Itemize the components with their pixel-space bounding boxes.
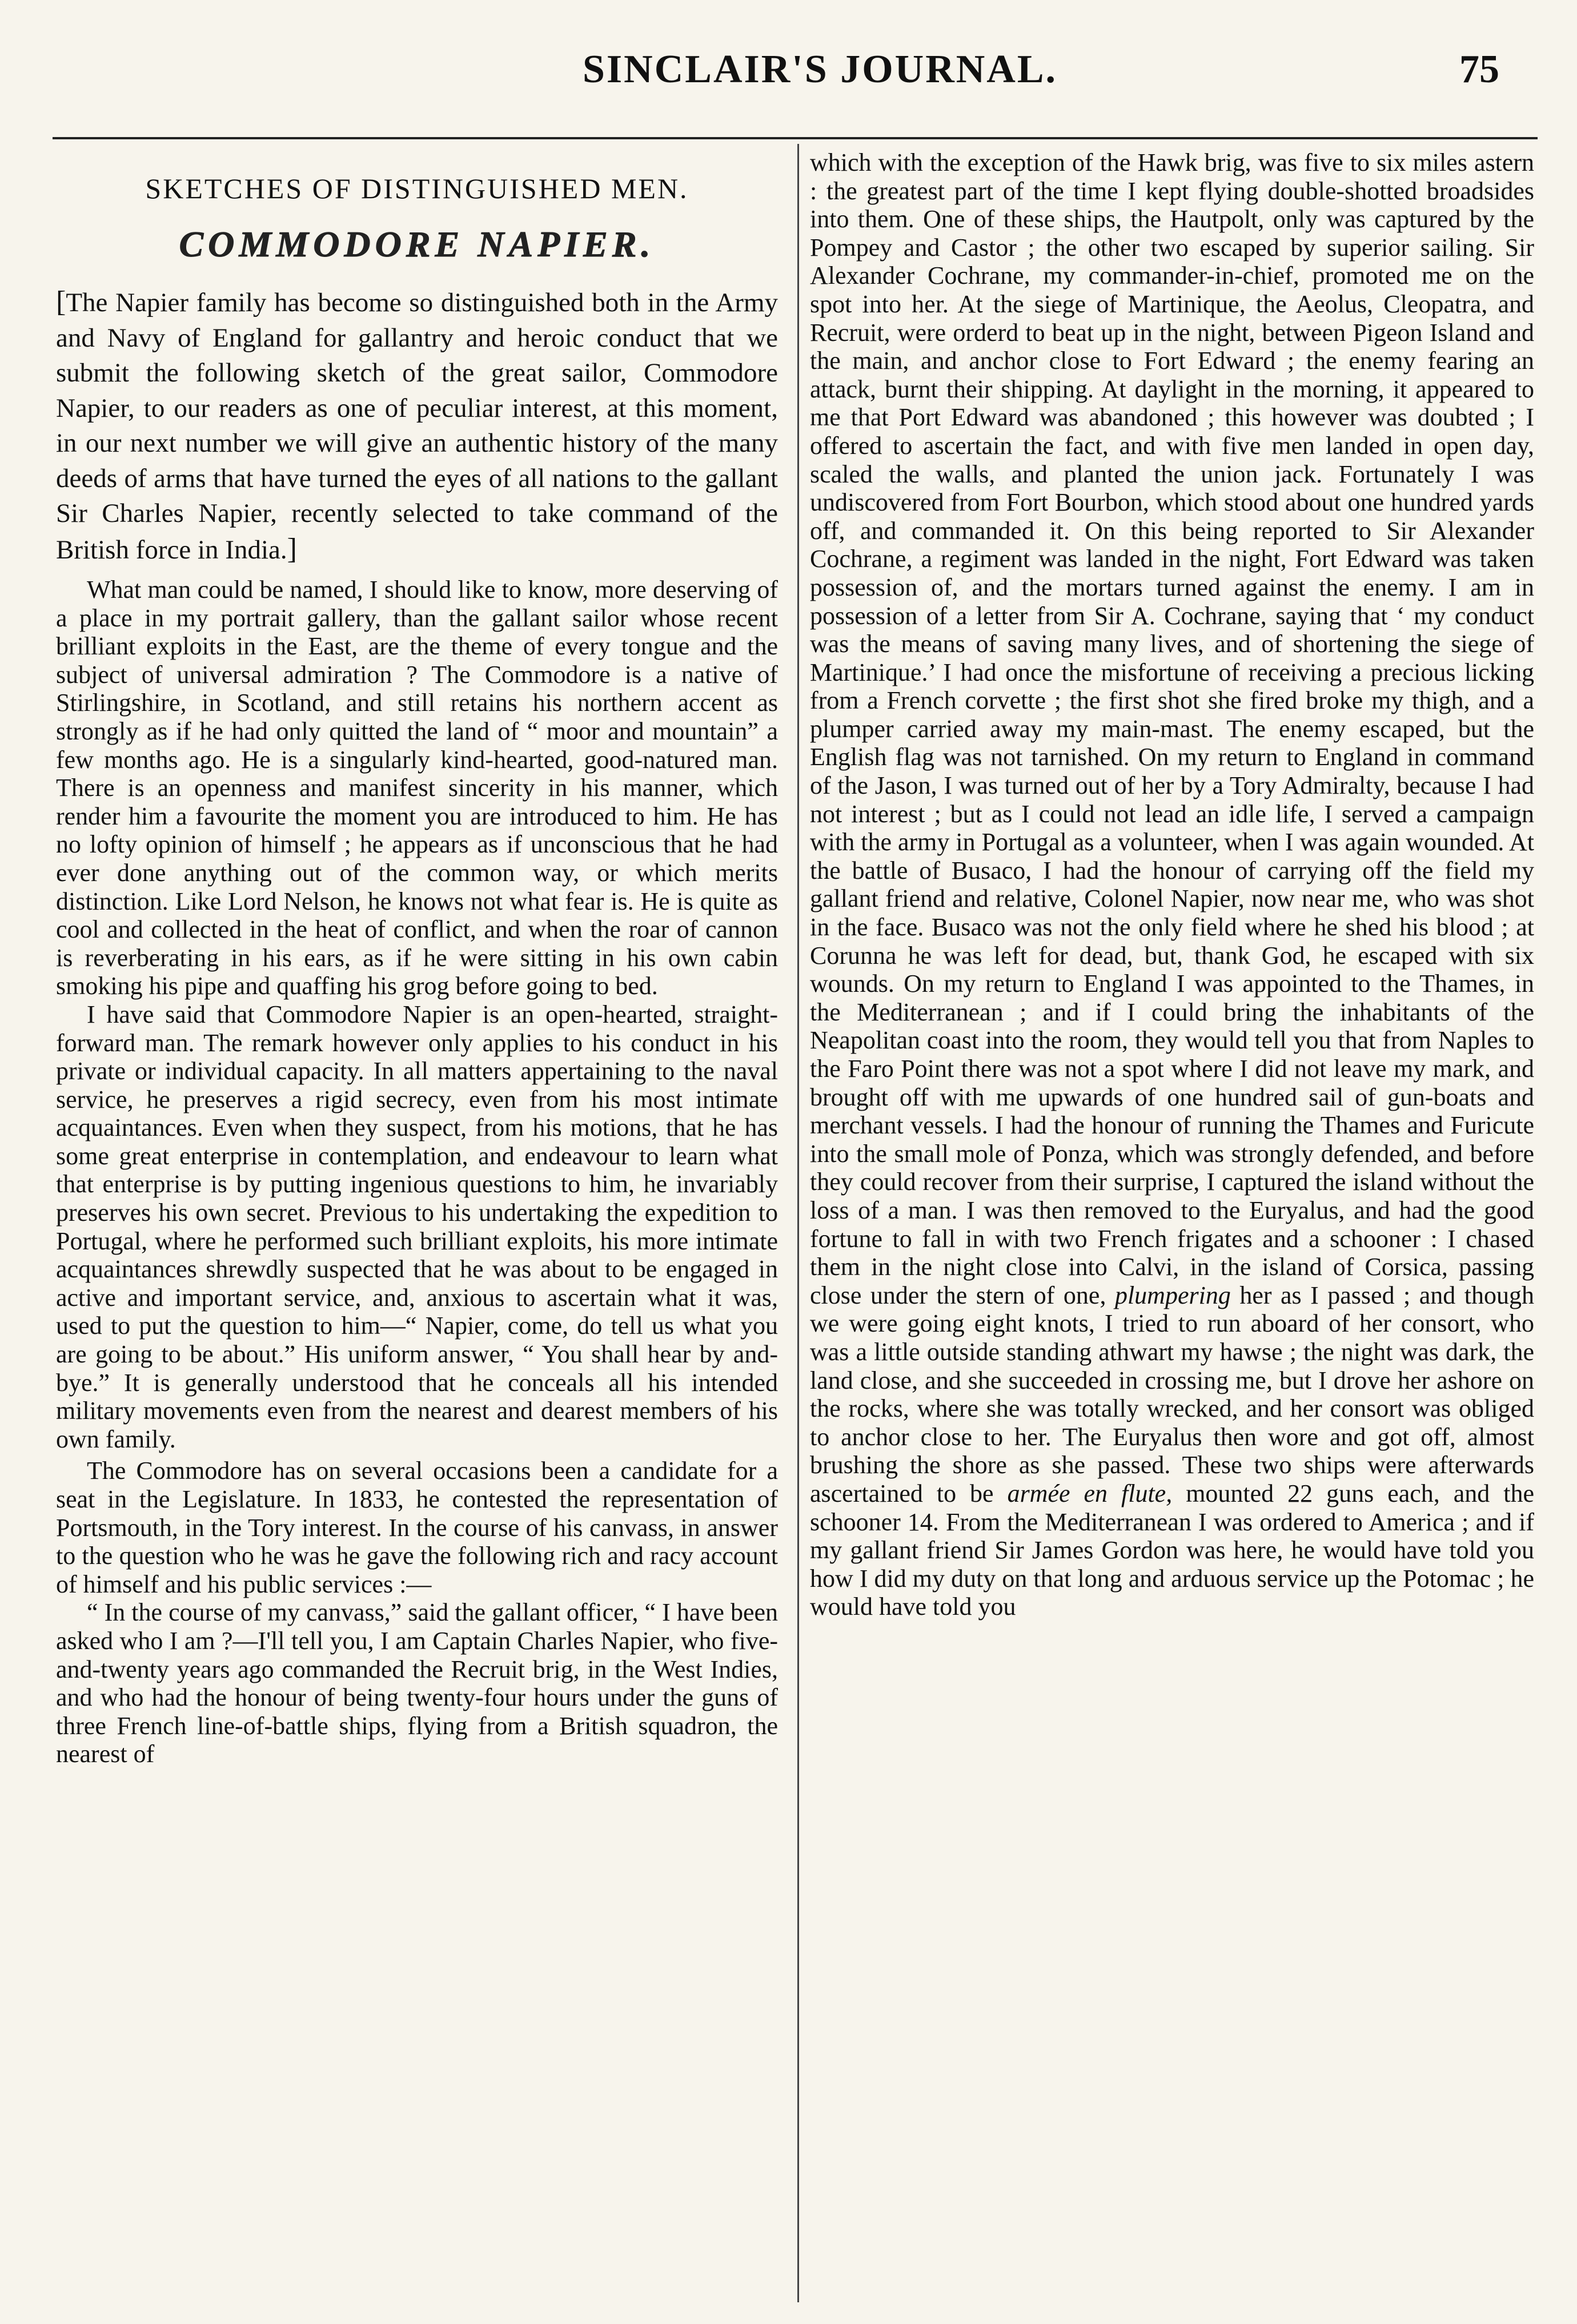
body-text: which with the exception of the Hawk brig, was five to six miles astern : the greatest part of the time I kept flying double-shotted broadsides into them. One of these ships, the Hautpolt, only was captured by the Pompey and Castor ; the other two escaped by superior sailing. Sir Alexander Cochrane, my commander-in-chief, promoted me on the spot into her. At the siege of Martinique, the Aeolus, Cleopatra, and Recruit, were orderd to beat up in the night, between Pigeon Island and the main, and anchor close to Fort Edward ; the enemy fearing an attack, burnt their shipping. At daylight in the morning, it appeared to me that Port Edward was abandoned ; this however was doubted ; I offered to ascertain the fact, and with five men landed in open day, scaled the walls, and planted the union jack. Fortunately I was undiscovered from Fort Bourbon, which stood about one hundred yards off, and commanded it. On this being reported to Sir Alexander Cochrane, a regiment was landed in the night, Fort Edward was taken possession of, and the mortars turned against the enemy. I am in possession of a letter from Sir A. Cochrane, saying that ‘ my conduct was the means of saving many lives, and of shortening the siege of Martinique.’ I had once the misfortune of receiving a precious licking from a French corvette ; the first shot she fired broke my thigh, and a plumper carried away my main-mast. The enemy escaped, but the English flag was not tarnished. On my return to England in command of the Jason, I was turned out of her by a Tory Admiralty, because I had not interest ; but as I could not lead an idle life, I served a campaign with the army in Portugal as a volunteer, when I was again wounded. At the battle of Busaco, I had the honour of carrying off the field my gallant friend and relative, Colonel Napier, now near me, who was shot in the face. Busaco was not the only field where he shed his blood ; at Corunna he was left for dead, but, thank God, he escaped with six wounds. On my return to England I was appointed to the Thames, in the Mediterranean ; and if I could bring the inhabitants of the Neapolitan coast into the room, they would tell you that from Naples to the Faro Point there was not a spot where I did not leave my mark, and brought off with me upwards of one hundred sail of gun-boats and merchant vessels. I had the honour of running the Thames and Furicute into the small mole of Ponza, which was strongly defended, and before they could recover from their surprise, I captured the island without the loss of a man. I was then removed to the Euryalus, and had the good fortune to fall in with two French frigates and a schooner : I chased them in the night close into Calvi, in the island of Corsica, passing close under the stern of one, bbox=[810, 148, 1534, 1309]
italic-term: plumpering bbox=[1114, 1281, 1231, 1309]
journal-title: SINCLAIR'S JOURNAL. bbox=[583, 47, 1058, 91]
body-paragraph: The Commodore has on several occasions been a candidate for a seat in the Legislature. In 1833, he contested the representation of Portsmouth, in the Tory interest. In the course of his canvass, in answer to the question who he was he gave the following rich and racy account of himself and his public services :— bbox=[56, 1457, 778, 1598]
close-bracket: ] bbox=[287, 532, 297, 565]
header-rule bbox=[53, 137, 1538, 139]
body-paragraph bbox=[810, 148, 1534, 1621]
italic-term: armée en flute, bbox=[1007, 1479, 1173, 1507]
intro-note bbox=[56, 284, 778, 568]
article-title: COMMODORE NAPIER. bbox=[179, 224, 655, 264]
open-bracket: [ bbox=[56, 286, 66, 318]
body-text: mounted 22 guns each, and the schooner 14. From the Mediterranean I was ordered to America ; and if my gallant friend Sir James Gordon was here, he would have told you how I did my duty on that long and arduous service up the Potomac ; he would have told you bbox=[810, 1479, 1534, 1621]
intro-note-text: The Napier family has become so distinguished both in the Army and Navy of England for gallantry and heroic conduct that we submit the following sketch of the great sailor, Commodore Napier, to our readers as one of peculiar interest, at this moment, in our next number we will give an authentic history of the many deeds of arms that have turned the eyes of all nations to the gallant Sir Charles Napier, recently selected to take command of the British force in India. bbox=[56, 288, 778, 565]
body-paragraph: “ In the course of my canvass,” said the gallant officer, “ I have been asked who I am ?—I'll tell you, I am Captain Charles Napier, who five-and-twenty years ago commanded the Recruit brig, in the West Indies, and who had the honour of being twenty-four hours under the guns of three French line-of-battle ships, flying from a British squadron, the nearest of bbox=[56, 1598, 778, 1768]
body-paragraph: What man could be named, I should like to know, more deserving of a place in my portrait gallery, than the gallant sailor whose recent brilliant exploits in the East, are the theme of every tongue and the subject of universal admiration ? The Commodore is a native of Stirlingshire, in Scotland, and still retains his northern accent as strongly as if he had only quitted the land of “ moor and mountain” a few months ago. He is a singularly kind-hearted, good-natured man. There is an openness and manifest sincerity in his manner, which render him a favourite the moment you are introduced to him. He has no lofty opinion of himself ; he appears as if unconscious that he had ever done anything out of the common way, or which merits distinction. Like Lord Nelson, he knows not what fear is. He is quite as cool and collected in the heat of conflict, and when the roar of cannon is reverberating in his ears, as if he were sitting in his own cabin smoking his pipe and quaffing his grog before going to bed. bbox=[56, 576, 778, 1000]
page-number: 75 bbox=[1459, 47, 1499, 91]
left-column bbox=[56, 148, 778, 2295]
column-divider bbox=[797, 144, 799, 2302]
right-column bbox=[810, 148, 1534, 2295]
section-heading: SKETCHES OF DISTINGUISHED MEN. bbox=[145, 172, 689, 204]
page-header bbox=[0, 0, 1577, 137]
body-text: her as I passed ; and though we were going eight knots, I tried to run aboard of her consort, who was a little outside standing athwart my hawse ; the night was dark, the land close, and she succeeded in crossing me, but I drove her ashore on the rocks, where she was totally wrecked, and her consort was obliged to anchor close to her. The Euryalus then wore and got off, almost brushing the shore as she passed. These two ships were afterwards ascertained to be bbox=[810, 1281, 1534, 1507]
body-paragraph: I have said that Commodore Napier is an open-hearted, straight-forward man. The remark however only applies to his conduct in his private or individual capacity. In all matters appertaining to the naval service, he preserves a rigid secrecy, even from his most intimate acquaintances. Even when they suspect, from his motions, that he has some great enterprise in contemplation, and endeavour to learn what that enterprise is by putting ingenious questions to him, he invariably preserves his own secret. Previous to his undertaking the expedition to Portugal, where he performed such brilliant exploits, his more intimate acquaintances shrewdly suspected that he was about to be engaged in active and important service, and, anxious to ascertain what it was, used to put the question to him—“ Napier, come, do tell us what you are going to be about.” His uniform answer, “ You shall hear by and-bye.” It is generally understood that he conceals all his intended military movements even from the nearest and dearest members of his own family. bbox=[56, 1000, 778, 1453]
